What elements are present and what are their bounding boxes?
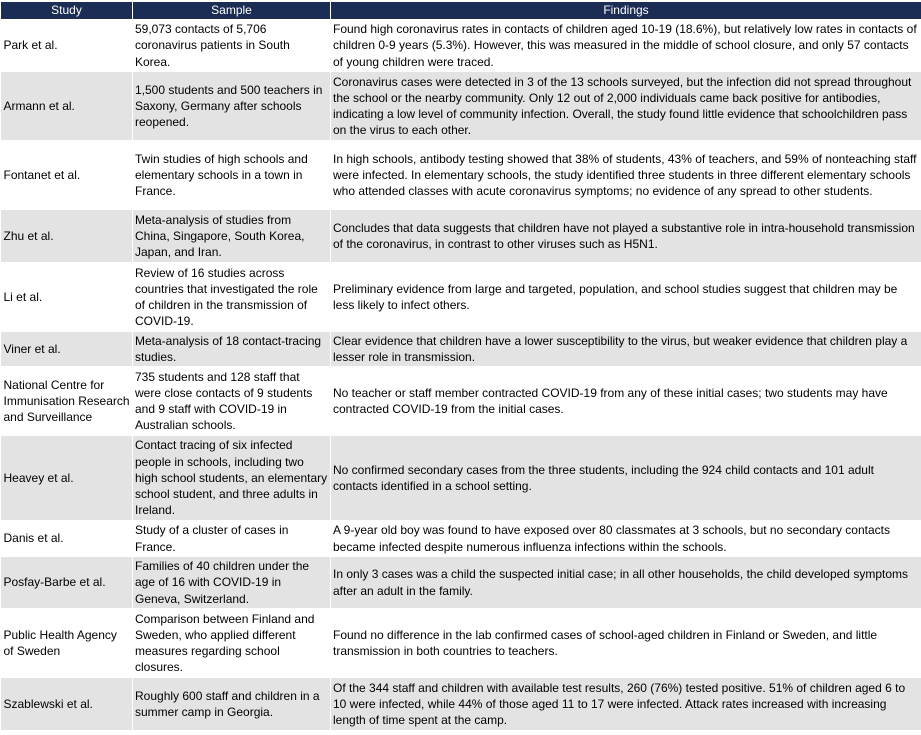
table-row bbox=[1, 141, 921, 210]
table-row bbox=[1, 678, 921, 731]
findings-cell: In only 3 cases was a child the suspected initial case; in all other households, the child developed symptoms after an adult in the family. bbox=[331, 557, 921, 609]
sample-cell: Meta-analysis of studies from China, Singapore, South Korea, Japan, and Iran. bbox=[133, 210, 331, 263]
findings-cell: Of the 344 staff and children with available test results, 260 (76%) tested positive. 51% of children aged 6 to 10 were infected, while 44% of those aged 11 to 17 were infected. Attack rates increased with increasing length of time spent at the camp. bbox=[331, 678, 921, 731]
study-cell: Li et al. bbox=[1, 263, 133, 332]
sample-cell: Roughly 600 staff and children in a summer camp in Georgia. bbox=[133, 678, 331, 731]
findings-cell: Found high coronavirus rates in contacts of children aged 10-19 (18.6%), but relatively low rates in contacts of children 0-9 years (5.3%). However, this was measured in the middle of school closure, and only 57 contacts of young children were traced. bbox=[331, 20, 921, 72]
sample-cell: Comparison between Finland and Sweden, who applied different measures regarding school closures. bbox=[133, 609, 331, 678]
header-findings: Findings bbox=[331, 2, 921, 20]
header-row bbox=[1, 2, 921, 20]
study-cell: Viner et al. bbox=[1, 332, 133, 367]
study-cell: Szablewski et al. bbox=[1, 678, 133, 731]
table-row bbox=[1, 72, 921, 141]
table-row bbox=[1, 609, 921, 678]
header-sample: Sample bbox=[133, 2, 331, 20]
table-row bbox=[1, 521, 921, 557]
table-row bbox=[1, 210, 921, 263]
findings-cell: Concludes that data suggests that children have not played a substantive role in intra-household transmission of the coronavirus, in contrast to other viruses such as H5N1. bbox=[331, 210, 921, 263]
study-cell: Fontanet et al. bbox=[1, 141, 133, 210]
studies-table bbox=[0, 2, 921, 731]
findings-cell: No teacher or staff member contracted COVID-19 from any of these initial cases; two students may have contracted COVID-19 from the initial cases. bbox=[331, 367, 921, 436]
study-cell: Park et al. bbox=[1, 20, 133, 72]
study-cell: National Centre for Immunisation Research and Surveillance bbox=[1, 367, 133, 436]
sample-cell: Study of a cluster of cases in France. bbox=[133, 521, 331, 557]
findings-cell: Preliminary evidence from large and targeted, population, and school studies suggest that children may be less likely to infect others. bbox=[331, 263, 921, 332]
table-row bbox=[1, 263, 921, 332]
findings-cell: Clear evidence that children have a lower susceptibility to the virus, but weaker evidence that children play a lesser role in transmission. bbox=[331, 332, 921, 367]
sample-cell: Twin studies of high schools and elementary schools in a town in France. bbox=[133, 141, 331, 210]
findings-cell: No confirmed secondary cases from the three students, including the 924 child contacts and 101 adult contacts identified in a school setting. bbox=[331, 436, 921, 521]
sample-cell: Meta-analysis of 18 contact-tracing studies. bbox=[133, 332, 331, 367]
findings-cell: Coronavirus cases were detected in 3 of the 13 schools surveyed, but the infection did not spread throughout the school or the nearby community. Only 12 out of 2,000 individuals came back positive for antibodies, indicating a low level of community infection. Overall, the study found little evidence that schoolchildren pass on the virus to each other. bbox=[331, 72, 921, 141]
findings-cell: In high schools, antibody testing showed that 38% of students, 43% of teachers, and 59% of nonteaching staff were infected. In elementary schools, the study identified three students in three different elementary schools who attended classes with acute coronavirus symptoms; no evidence of any spread to other students. bbox=[331, 141, 921, 210]
sample-cell: 1,500 students and 500 teachers in Saxony, Germany after schools reopened. bbox=[133, 72, 331, 141]
study-cell: Danis et al. bbox=[1, 521, 133, 557]
sample-cell: Review of 16 studies across countries that investigated the role of children in the transmission of COVID-19. bbox=[133, 263, 331, 332]
header-study: Study bbox=[1, 2, 133, 20]
findings-cell: A 9-year old boy was found to have exposed over 80 classmates at 3 schools, but no secondary contacts became infected despite numerous influenza infections within the schools. bbox=[331, 521, 921, 557]
table-row bbox=[1, 20, 921, 72]
study-cell: Posfay-Barbe et al. bbox=[1, 557, 133, 609]
study-cell: Armann et al. bbox=[1, 72, 133, 141]
study-cell: Heavey et al. bbox=[1, 436, 133, 521]
study-cell: Public Health Agency of Sweden bbox=[1, 609, 133, 678]
findings-cell: Found no difference in the lab confirmed cases of school-aged children in Finland or Sweden, and little transmission in both countries to teachers. bbox=[331, 609, 921, 678]
table-row bbox=[1, 436, 921, 521]
table-row bbox=[1, 557, 921, 609]
study-cell: Zhu et al. bbox=[1, 210, 133, 263]
sample-cell: Families of 40 children under the age of 16 with COVID-19 in Geneva, Switzerland. bbox=[133, 557, 331, 609]
sample-cell: 59,073 contacts of 5,706 coronavirus patients in South Korea. bbox=[133, 20, 331, 72]
sample-cell: Contact tracing of six infected people in schools, including two high school students, an elementary school student, and three adults in Ireland. bbox=[133, 436, 331, 521]
sample-cell: 735 students and 128 staff that were close contacts of 9 students and 9 staff with COVID-19 in Australian schools. bbox=[133, 367, 331, 436]
table-row bbox=[1, 367, 921, 436]
table-row bbox=[1, 332, 921, 367]
